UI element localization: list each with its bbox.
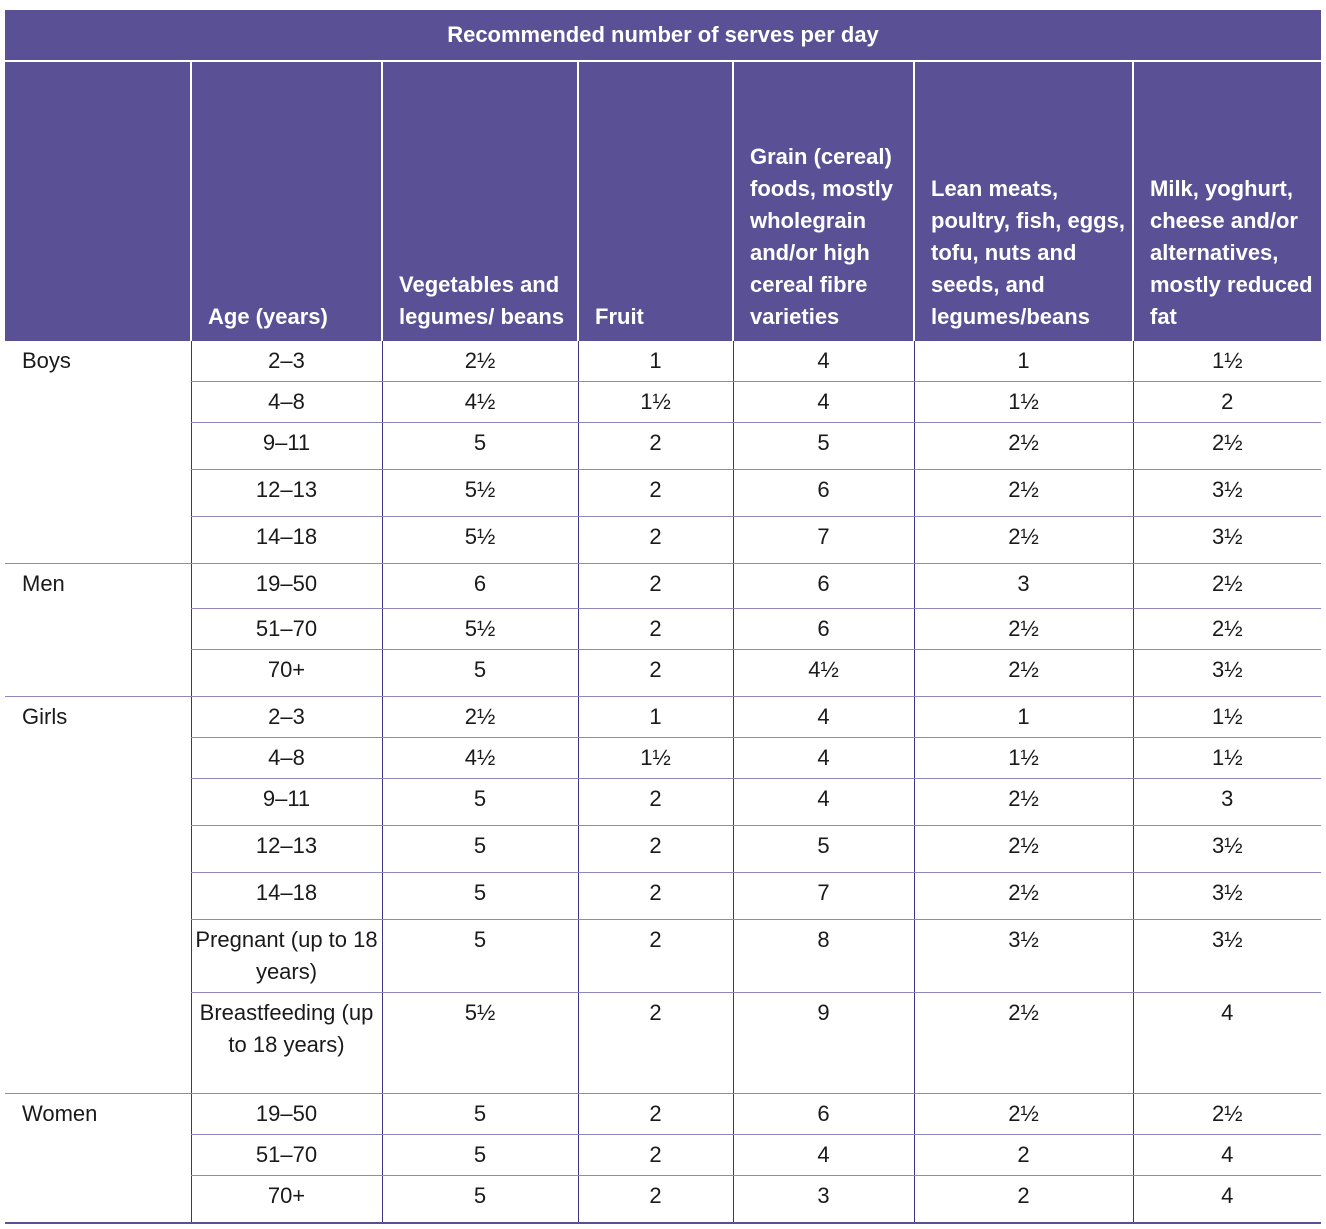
- cell-milk: 4: [1133, 1176, 1321, 1224]
- cell-lean-meats: 3: [914, 564, 1133, 609]
- column-header-age: Age (years): [191, 61, 382, 341]
- group-label: [5, 609, 191, 650]
- cell-milk: 3½: [1133, 873, 1321, 920]
- group-label: [5, 470, 191, 517]
- group-label: [5, 826, 191, 873]
- cell-vegetables: 5: [382, 1176, 578, 1224]
- column-header-lean-meats: Lean meats, poultry, fish, eggs, tofu, nuts and seeds, and legumes/beans: [914, 61, 1133, 341]
- table-row: [5, 779, 1321, 826]
- cell-vegetables: 5: [382, 873, 578, 920]
- group-label: [5, 650, 191, 697]
- group-label: [5, 993, 191, 1094]
- cell-vegetables: 5: [382, 1094, 578, 1135]
- cell-milk: 2½: [1133, 423, 1321, 470]
- cell-lean-meats: 1: [914, 697, 1133, 738]
- cell-lean-meats: 2½: [914, 470, 1133, 517]
- cell-vegetables: 5½: [382, 517, 578, 564]
- cell-lean-meats: 2½: [914, 1094, 1133, 1135]
- table-row: [5, 423, 1321, 470]
- cell-fruit: 2: [578, 564, 733, 609]
- cell-vegetables: 6: [382, 564, 578, 609]
- table-row: [5, 920, 1321, 993]
- cell-age: 2–3: [191, 697, 382, 738]
- cell-vegetables: 5½: [382, 609, 578, 650]
- cell-age: 4–8: [191, 382, 382, 423]
- cell-age: 9–11: [191, 423, 382, 470]
- cell-lean-meats: 3½: [914, 920, 1133, 993]
- cell-fruit: 2: [578, 1176, 733, 1224]
- cell-lean-meats: 1½: [914, 738, 1133, 779]
- cell-age: 12–13: [191, 826, 382, 873]
- cell-milk: 3½: [1133, 517, 1321, 564]
- group-label: Girls: [22, 704, 68, 729]
- cell-milk: 4: [1133, 1135, 1321, 1176]
- cell-age: 2–3: [191, 341, 382, 382]
- cell-grain: 5: [733, 826, 914, 873]
- cell-age: 51–70: [191, 609, 382, 650]
- cell-fruit: 2: [578, 423, 733, 470]
- cell-milk: 3½: [1133, 920, 1321, 993]
- cell-milk: 2½: [1133, 564, 1321, 609]
- cell-lean-meats: 2½: [914, 826, 1133, 873]
- table-row: [5, 1176, 1321, 1224]
- cell-vegetables: 5: [382, 920, 578, 993]
- table-row: [5, 826, 1321, 873]
- cell-vegetables: 5: [382, 826, 578, 873]
- cell-age: 14–18: [191, 873, 382, 920]
- group-label: [5, 738, 191, 779]
- group-label: [5, 382, 191, 423]
- table-row: [5, 738, 1321, 779]
- cell-milk: 3½: [1133, 470, 1321, 517]
- cell-age: 12–13: [191, 470, 382, 517]
- table-row: [5, 697, 1321, 738]
- cell-fruit: 2: [578, 470, 733, 517]
- serves-table: [5, 10, 1321, 1224]
- cell-vegetables: 4½: [382, 738, 578, 779]
- cell-fruit: 2: [578, 1094, 733, 1135]
- cell-vegetables: 4½: [382, 382, 578, 423]
- cell-fruit: 1: [578, 697, 733, 738]
- cell-milk: 3½: [1133, 650, 1321, 697]
- cell-lean-meats: 2½: [914, 779, 1133, 826]
- cell-grain: 8: [733, 920, 914, 993]
- cell-vegetables: 5: [382, 423, 578, 470]
- cell-vegetables: 5½: [382, 993, 578, 1094]
- table-row: [5, 382, 1321, 423]
- cell-milk: 1½: [1133, 697, 1321, 738]
- group-label: Men: [22, 571, 65, 596]
- cell-vegetables: 2½: [382, 341, 578, 382]
- cell-age: 70+: [191, 1176, 382, 1224]
- cell-vegetables: 5: [382, 650, 578, 697]
- cell-lean-meats: 2½: [914, 517, 1133, 564]
- group-label: [5, 920, 191, 993]
- cell-age: Breastfeeding (up to 18 years): [191, 993, 382, 1094]
- cell-grain: 9: [733, 993, 914, 1094]
- table-row: [5, 470, 1321, 517]
- cell-grain: 3: [733, 1176, 914, 1224]
- table-row: [5, 517, 1321, 564]
- group-label: [5, 1135, 191, 1176]
- cell-fruit: 1: [578, 341, 733, 382]
- column-header-fruit: Fruit: [578, 61, 733, 341]
- cell-milk: 3½: [1133, 826, 1321, 873]
- cell-age: 19–50: [191, 564, 382, 609]
- cell-age: 51–70: [191, 1135, 382, 1176]
- cell-fruit: 2: [578, 779, 733, 826]
- table-row: [5, 993, 1321, 1094]
- cell-vegetables: 5½: [382, 470, 578, 517]
- cell-milk: 2½: [1133, 1094, 1321, 1135]
- group-label: [5, 423, 191, 470]
- cell-fruit: 2: [578, 873, 733, 920]
- cell-grain: 6: [733, 609, 914, 650]
- table-row: [5, 341, 1321, 382]
- table-row: [5, 873, 1321, 920]
- cell-age: Pregnant (up to 18 years): [191, 920, 382, 993]
- cell-grain: 4: [733, 738, 914, 779]
- cell-grain: 6: [733, 470, 914, 517]
- cell-lean-meats: 2½: [914, 873, 1133, 920]
- group-label: [5, 779, 191, 826]
- table-row: [5, 650, 1321, 697]
- cell-age: 9–11: [191, 779, 382, 826]
- table-row: [5, 1135, 1321, 1176]
- cell-fruit: 2: [578, 650, 733, 697]
- cell-fruit: 1½: [578, 738, 733, 779]
- cell-milk: 1½: [1133, 341, 1321, 382]
- cell-vegetables: 5: [382, 779, 578, 826]
- table-row: [5, 564, 1321, 609]
- cell-fruit: 1½: [578, 382, 733, 423]
- cell-grain: 6: [733, 564, 914, 609]
- cell-fruit: 2: [578, 920, 733, 993]
- table-body: [5, 341, 1321, 1223]
- cell-grain: 4½: [733, 650, 914, 697]
- cell-lean-meats: 1½: [914, 382, 1133, 423]
- table-row: [5, 609, 1321, 650]
- table-title: Recommended number of serves per day: [5, 10, 1321, 61]
- table-row: [5, 1094, 1321, 1135]
- column-header-grain: Grain (cereal) foods, mostly wholegrain and/or high cereal fibre varieties: [733, 61, 914, 341]
- cell-age: 14–18: [191, 517, 382, 564]
- cell-grain: 7: [733, 517, 914, 564]
- group-label: Women: [22, 1101, 98, 1126]
- cell-milk: 2: [1133, 382, 1321, 423]
- cell-lean-meats: 1: [914, 341, 1133, 382]
- cell-grain: 4: [733, 697, 914, 738]
- group-label: [5, 517, 191, 564]
- cell-age: 4–8: [191, 738, 382, 779]
- column-header-vegetables: Vegetables and legumes/ beans: [382, 61, 578, 341]
- cell-grain: 4: [733, 382, 914, 423]
- column-header-row: [5, 61, 1321, 341]
- cell-lean-meats: 2: [914, 1135, 1133, 1176]
- cell-grain: 4: [733, 1135, 914, 1176]
- cell-lean-meats: 2: [914, 1176, 1133, 1224]
- cell-milk: 4: [1133, 993, 1321, 1094]
- cell-fruit: 2: [578, 993, 733, 1094]
- column-header-group: [5, 61, 191, 341]
- cell-lean-meats: 2½: [914, 609, 1133, 650]
- cell-fruit: 2: [578, 609, 733, 650]
- cell-grain: 5: [733, 423, 914, 470]
- cell-grain: 4: [733, 779, 914, 826]
- group-label: Boys: [22, 348, 71, 373]
- group-label: [5, 873, 191, 920]
- cell-vegetables: 2½: [382, 697, 578, 738]
- cell-age: 19–50: [191, 1094, 382, 1135]
- cell-lean-meats: 2½: [914, 993, 1133, 1094]
- cell-milk: 2½: [1133, 609, 1321, 650]
- cell-fruit: 2: [578, 826, 733, 873]
- cell-milk: 1½: [1133, 738, 1321, 779]
- column-header-milk: Milk, yoghurt, cheese and/or alternatives, mostly reduced fat: [1133, 61, 1321, 341]
- group-label: [5, 1176, 191, 1224]
- cell-lean-meats: 2½: [914, 423, 1133, 470]
- cell-grain: 4: [733, 341, 914, 382]
- cell-milk: 3: [1133, 779, 1321, 826]
- cell-age: 70+: [191, 650, 382, 697]
- cell-vegetables: 5: [382, 1135, 578, 1176]
- cell-grain: 7: [733, 873, 914, 920]
- cell-lean-meats: 2½: [914, 650, 1133, 697]
- cell-fruit: 2: [578, 517, 733, 564]
- cell-grain: 6: [733, 1094, 914, 1135]
- cell-fruit: 2: [578, 1135, 733, 1176]
